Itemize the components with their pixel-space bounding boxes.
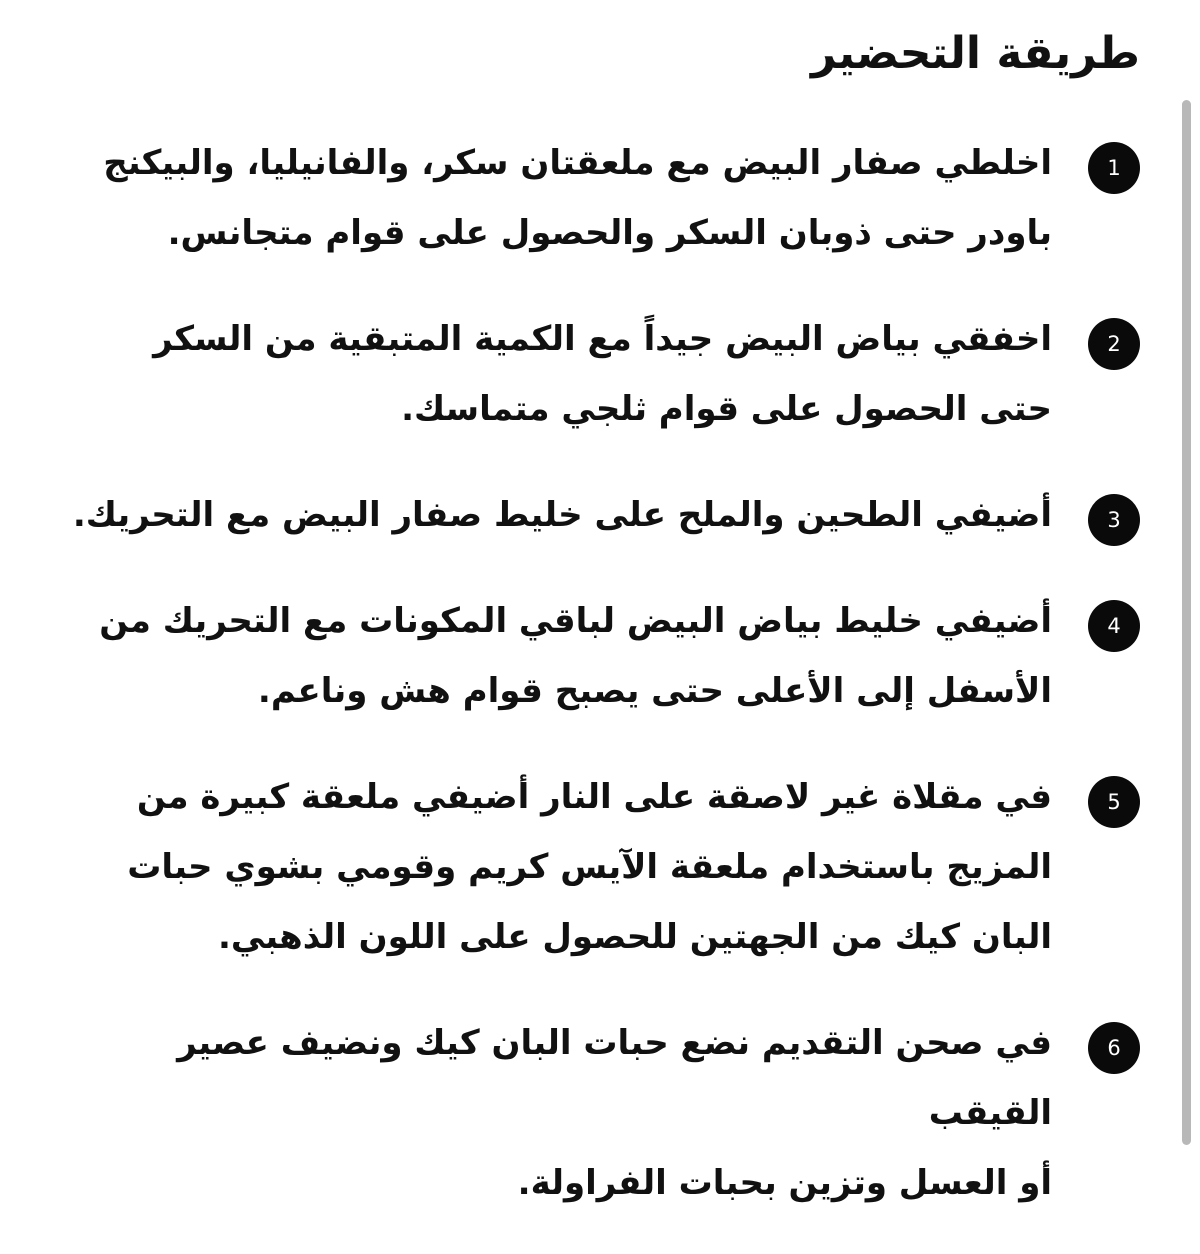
vertical-scrollbar[interactable] — [1182, 100, 1191, 1145]
step-number-badge: 5 — [1088, 776, 1140, 828]
step-item — [60, 586, 1140, 726]
step-number-badge: 1 — [1088, 142, 1140, 194]
step-text: في صحن التقديم نضع حبات البان كيك ونضيف عصير القيقب أو العسل وتزين بحبات الفراولة. — [177, 1023, 1052, 1203]
step-text: أضيفي خليط بياض البيض لباقي المكونات مع التحريك من الأسفل إلى الأعلى حتى يصبح قوام هش وناعم. — [99, 601, 1052, 711]
step-number-badge: 2 — [1088, 318, 1140, 370]
step-number-badge: 4 — [1088, 600, 1140, 652]
preparation-steps-list — [60, 128, 1140, 1254]
step-number-badge: 6 — [1088, 1022, 1140, 1074]
step-item — [60, 480, 1140, 550]
step-number-badge: 3 — [1088, 494, 1140, 546]
step-text: أضيفي الطحين والملح على خليط صفار البيض مع التحريك. — [72, 495, 1052, 535]
step-text: اخلطي صفار البيض مع ملعقتان سكر، والفانيليا، والبيكنج باودر حتى ذوبان السكر والحصول على قوام متجانس. — [103, 143, 1052, 253]
step-item — [60, 304, 1140, 444]
page-title: طريقة التحضير — [811, 28, 1140, 79]
step-item — [60, 1008, 1140, 1218]
step-text: في مقلاة غير لاصقة على النار أضيفي ملعقة كبيرة من المزيج باستخدام ملعقة الآيس كريم وقومي بشوي حبات البان كيك من الجهتين للحصول على اللون الذهبي. — [127, 777, 1052, 957]
step-text: اخفقي بياض البيض جيداً مع الكمية المتبقية من السكر حتى الحصول على قوام ثلجي متماسك. — [153, 319, 1052, 429]
step-item — [60, 762, 1140, 972]
step-item — [60, 128, 1140, 268]
